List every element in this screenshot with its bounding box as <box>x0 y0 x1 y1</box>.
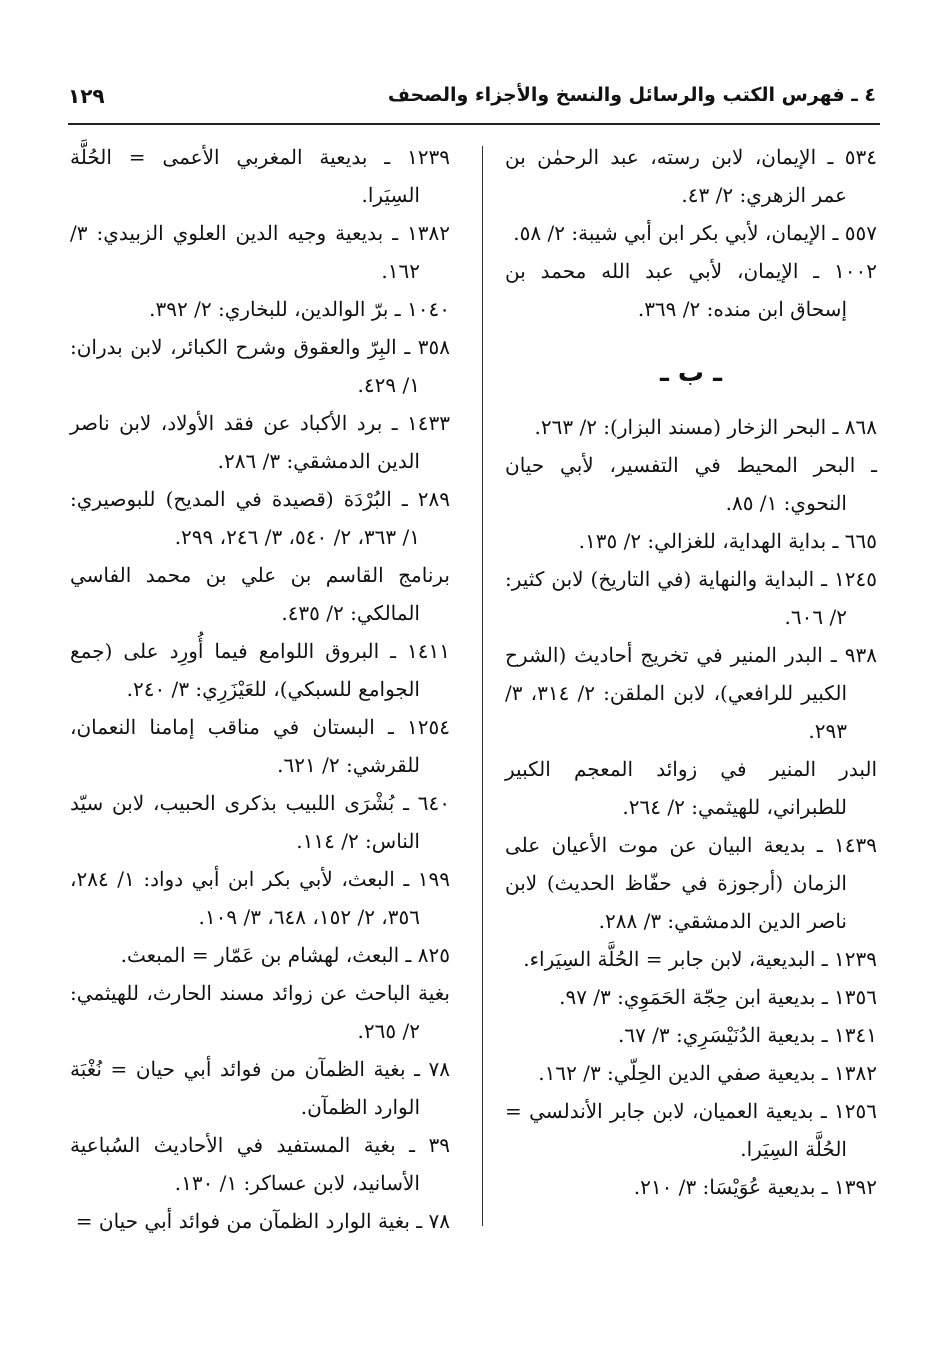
index-entry: ١٣٩٢ ـ بديعية عُوَيْسَا: ٣/ ٢١٠. <box>633 1175 877 1199</box>
running-title: ٤ ـ فهرس الكتب والرسائل والنسخ والأجزاء والصحف <box>387 84 876 106</box>
index-entry: ١٢٥٤ ـ البستان في مناقب إمامنا النعمان، للقرشي: ٢/ ٦٢١. <box>70 715 450 777</box>
index-entry: ٧٨ ـ بغية الوارد الظمآن من فوائد أبي حيان = <box>75 1209 450 1233</box>
index-entry: برنامج القاسم بن علي بن محمد الفاسي المالكي: ٢/ ٤٣٥. <box>70 563 450 625</box>
index-entry: ١٠٤٠ ـ برّ الوالدين، للبخاري: ٢/ ٣٩٢. <box>149 297 450 321</box>
index-entry: ١٢٤٥ ـ البداية والنهاية (في التاريخ) لابن كثير: ٢/ ٦٠٦. <box>505 567 877 629</box>
index-entry: ١٤١١ ـ البروق اللوامع فيما أُورِد على (جمع الجوامع للسبكي)، للعَيْزَرِي: ٣/ ٢٤٠. <box>70 639 450 701</box>
index-entry: ٣٩ ـ بغية المستفيد في الأحاديث السُباعية الأسانيد، لابن عساكر: ١/ ١٣٠. <box>70 1133 450 1195</box>
index-entry: ١٩٩ ـ البعث، لأبي بكر ابن أبي دواد: ١/ ٢٨٤، ٣٥٦، ٢/ ١٥٢، ٦٤٨، ٣/ ١٠٩. <box>70 867 450 929</box>
index-entry: ١٣٤١ ـ بديعية الدُنَيْسَرِي: ٣/ ٦٧. <box>617 1023 877 1047</box>
index-entry: ٦٦٥ ـ بداية الهداية، للغزالي: ٢/ ١٣٥. <box>578 529 877 553</box>
left-column <box>70 138 450 1240</box>
index-entry: ٦٤٠ ـ بُشْرَى اللبيب بذكرى الحبيب، لابن سيّد الناس: ٢/ ١١٤. <box>70 791 450 853</box>
index-entry: ٧٨ ـ بغية الظمآن من فوائد أبي حيان = نُغْبَة الوارد الظمآن. <box>70 1057 450 1119</box>
letter-heading: ـ ب ـ <box>659 358 722 388</box>
index-entry: ١٣٨٢ ـ بديعية صفي الدين الحِلّي: ٣/ ١٦٢. <box>538 1061 877 1085</box>
index-entry: ٣٥٨ ـ البِرّ والعقوق وشرح الكبائر، لابن بدران: ١/ ٤٢٩. <box>70 335 450 397</box>
index-entry: ٢٨٩ ـ البُرْدَة (قصيدة في المديح) للبوصيري: ١/ ٣٦٣، ٢/ ٥٤٠، ٣/ ٢٤٦، ٢٩٩. <box>70 487 450 549</box>
right-column <box>505 138 877 1206</box>
index-entry: ٥٣٤ ـ الإيمان، لابن رسته، عبد الرحمٰن بن عمر الزهري: ٢/ ٤٣. <box>505 145 877 207</box>
index-entry: ١٢٣٩ ـ بديعية المغربي الأعمى = الحُلَّة السِيَرا. <box>70 145 450 207</box>
index-entry: ١٣٨٢ ـ بديعية وجيه الدين العلوي الزبيدي: ٣/ ١٦٢. <box>70 221 450 283</box>
index-entry: ١٤٣٩ ـ بديعة البيان عن موت الأعيان على الزمان (أرجوزة في حفّاظ الحديث) لابن ناصر الدين الدمشقي: ٣/ ٢٨٨. <box>505 833 877 933</box>
index-entry: ٨٢٥ ـ البعث، لهشام بن عَمّار = المبعث. <box>120 943 450 967</box>
index-entry: ١٢٣٩ ـ البديعية، لابن جابر = الحُلَّة السِيَراء. <box>523 947 877 971</box>
page-number: ١٢٩ <box>68 84 105 108</box>
index-entry: ١٠٠٢ ـ الإيمان، لأبي عبد الله محمد بن إسحاق ابن منده: ٢/ ٣٦٩. <box>505 259 877 321</box>
index-entry: ٥٥٧ ـ الإيمان، لأبي بكر ابن أبي شيبة: ٢/ ٥٨. <box>513 221 877 245</box>
index-entry: ـ البحر المحيط في التفسير، لأبي حيان النحوي: ١/ ٨٥. <box>505 453 877 515</box>
index-entry: ١٣٥٦ ـ بديعية ابن حِجّة الحَمَوِي: ٣/ ٩٧. <box>559 985 877 1009</box>
column-divider <box>482 146 483 1226</box>
index-entry: ٨٦٨ ـ البحر الزخار (مسند البزار): ٢/ ٢٦٣. <box>534 415 877 439</box>
header-rule <box>68 123 880 125</box>
index-entry: ١٤٣٣ ـ برد الأكباد عن فقد الأولاد، لابن ناصر الدين الدمشقي: ٣/ ٢٨٦. <box>70 411 450 473</box>
index-entry: البدر المنير في زوائد المعجم الكبير للطبراني، للهيثمي: ٢/ ٢٦٤. <box>505 757 877 819</box>
page-header <box>68 84 876 120</box>
index-entry: ١٢٥٦ ـ بديعية العميان، لابن جابر الأندلسي = الحُلَّة السِيَرا. <box>505 1099 877 1161</box>
index-entry: بغية الباحث عن زوائد مسند الحارث، للهيثمي: ٢/ ٢٦٥. <box>70 981 450 1043</box>
index-entry: ٩٣٨ ـ البدر المنير في تخريج أحاديث (الشرح الكبير للرافعي)، لابن الملقن: ٢/ ٣١٤، ٣/ ٢٩٣. <box>505 643 877 743</box>
